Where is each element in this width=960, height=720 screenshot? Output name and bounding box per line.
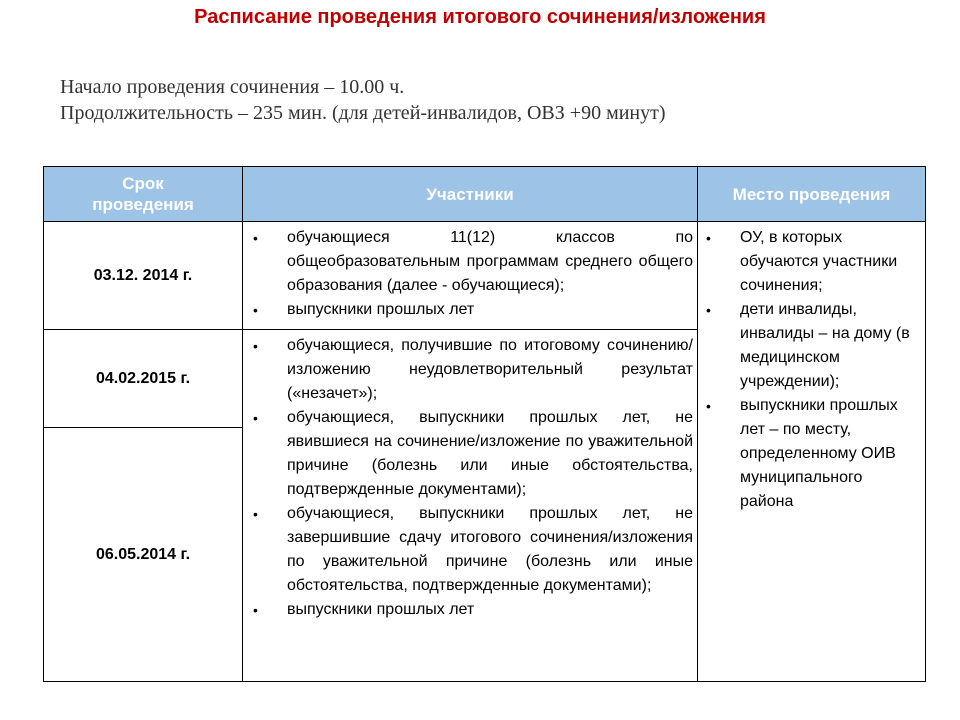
list-item: • обучающиеся, выпускники прошлых лет, не завершившие сдачу итогового сочинения/изложения по уважительной причине (болезнь или иные обстоятельства, подтвержденные документами);: [243, 502, 693, 598]
list-item: • обучающиеся, получившие по итоговому сочинению/изложению неудовлетворительный результат («незачет»);: [243, 334, 693, 406]
table-header-row: [44, 167, 926, 222]
date-cell: 03.12. 2014 г.: [44, 222, 243, 330]
header-participants: Участники: [243, 167, 698, 222]
participants-list: [243, 334, 693, 622]
start-time-text: Начало проведения сочинения – 10.00 ч.: [60, 76, 405, 98]
date-cell: 06.05.2014 г.: [44, 428, 243, 682]
list-item: • выпускники прошлых лет – по месту, определенному ОИВ муниципального района: [698, 394, 919, 514]
info-block: [60, 74, 666, 126]
list-item: • выпускники прошлых лет: [243, 298, 693, 322]
participants-cell: [243, 330, 698, 682]
place-cell: [698, 222, 926, 682]
participants-list: [243, 226, 693, 322]
list-item: • обучающиеся, выпускники прошлых лет, не явившиеся на сочинение/изложение по уважительной причине (болезнь или иные обстоятельства, подтвержденные документами);: [243, 406, 693, 502]
list-item: • дети инвалиды, инвалиды – на дому (в медицинском учреждении);: [698, 298, 919, 394]
date-cell: 04.02.2015 г.: [44, 330, 243, 428]
schedule-table: [43, 166, 926, 682]
page-title: Расписание проведения итогового сочинения/изложения: [194, 6, 766, 28]
list-item: • выпускники прошлых лет: [243, 598, 693, 622]
participants-cell: [243, 222, 698, 330]
header-date-line2: проведения: [92, 195, 194, 214]
place-list: [698, 226, 919, 514]
duration-text: Продолжительность – 235 мин. (для детей-инвалидов, ОВЗ +90 минут): [60, 102, 666, 124]
header-date: [44, 167, 243, 222]
list-item: • обучающиеся 11(12) классов по общеобразовательным программам среднего общего образования (далее - обучающиеся);: [243, 226, 693, 298]
header-place: Место проведения: [698, 167, 926, 222]
header-date-line1: Срок: [122, 174, 164, 193]
list-item: • ОУ, в которых обучаются участники сочинения;: [698, 226, 919, 298]
table-row: [44, 222, 926, 330]
